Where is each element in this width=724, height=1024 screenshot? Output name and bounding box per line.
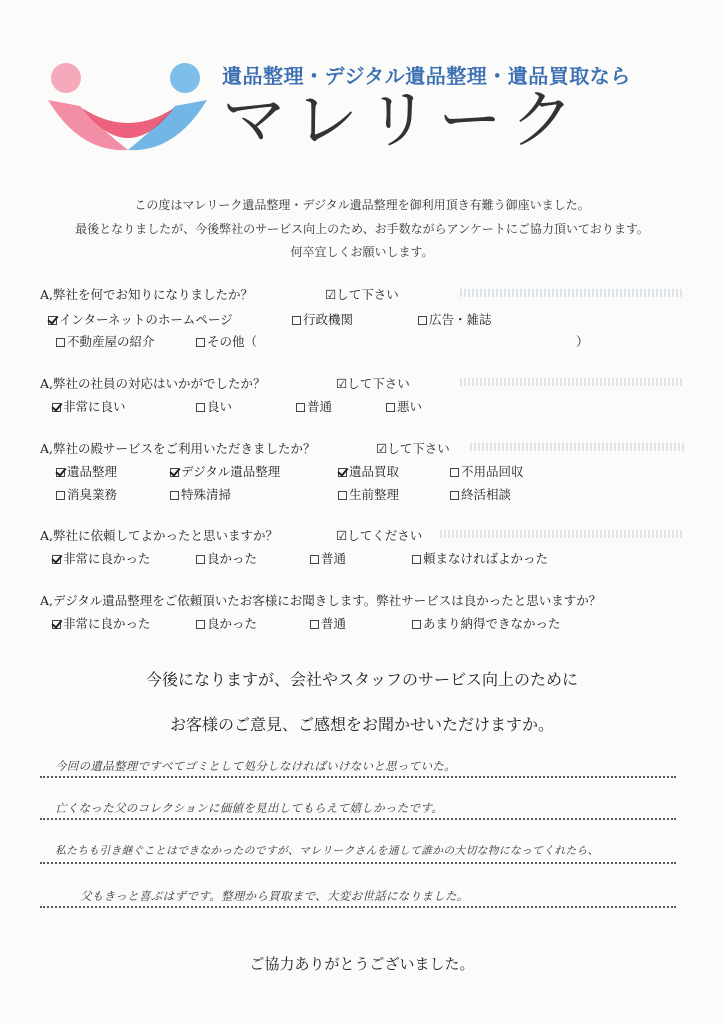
scan-artifact	[440, 530, 684, 538]
comment-dotted-line	[40, 776, 676, 778]
option-bad[interactable]: 悪い	[386, 397, 422, 415]
logo-mark	[40, 58, 215, 153]
intro-line-3: 何卒宜しくお願いします。	[290, 245, 434, 259]
checkbox-checked-icon[interactable]	[52, 555, 61, 564]
checkbox-icon[interactable]	[450, 468, 459, 477]
option-good[interactable]: 良かった	[196, 614, 257, 632]
option-not-satisfied[interactable]: あまり納得できなかった	[412, 614, 561, 632]
question-4	[40, 526, 423, 544]
checkbox-checked-icon[interactable]	[52, 403, 61, 412]
checkbox-icon[interactable]	[170, 491, 179, 500]
option-ihin-seiri[interactable]: 遺品整理	[56, 462, 117, 480]
option-regret[interactable]: 頼まなければよかった	[412, 549, 548, 567]
checkbox-checked-icon[interactable]	[48, 316, 57, 325]
checkbox-icon[interactable]	[56, 338, 65, 347]
option-very-good[interactable]: 非常に良かった	[52, 614, 151, 632]
option-ad[interactable]: 広告・雑誌	[418, 310, 492, 328]
option-realestate[interactable]: 不動産屋の紹介	[56, 332, 155, 350]
question-3	[40, 439, 450, 457]
option-seizen-seiri[interactable]: 生前整理	[338, 485, 399, 503]
option-government[interactable]: 行政機関	[292, 310, 353, 328]
checkbox-icon[interactable]	[412, 620, 421, 629]
question-instruction: ☑して下さい	[325, 287, 399, 302]
option-other-close: ）	[576, 334, 589, 349]
checkbox-icon[interactable]	[310, 620, 319, 629]
checkbox-icon[interactable]	[56, 491, 65, 500]
question-5	[40, 591, 601, 609]
comment-line-4: 父もきっと喜ぶはずです。整理から買取まで、大変お世話になりました。	[80, 889, 469, 903]
comment-line-2: 亡くなった父のコレクションに価値を見出してもらえて嬉しかったです。	[55, 801, 444, 815]
scan-artifact	[470, 443, 684, 451]
checkbox-icon[interactable]	[418, 316, 427, 325]
thanks-message: ご協力ありがとうございました。	[249, 955, 475, 973]
option-normal[interactable]: 普通	[310, 614, 346, 632]
intro-line-2: 最後となりましたが、今後弊社のサービス向上のため、お手数ながらアンケートにご協力頂いております。	[75, 222, 649, 236]
checkbox-checked-icon[interactable]	[52, 620, 61, 629]
option-special-cleaning[interactable]: 特殊清掃	[170, 485, 231, 503]
question-instruction: ☑して下さい	[376, 441, 450, 456]
intro-line-1: この度はマレリーク遺品整理・デジタル遺品整理を御利用頂き有難う御座いました。	[134, 198, 590, 212]
question-1	[40, 285, 399, 303]
brand-name: マレリーク	[222, 84, 582, 158]
tagline: 遺品整理・デジタル遺品整理・遺品買取なら	[222, 64, 631, 88]
option-good[interactable]: 良い	[196, 397, 232, 415]
scan-artifact	[460, 378, 684, 386]
option-deodorize[interactable]: 消臭業務	[56, 485, 117, 503]
question-text: A,デジタル遺品整理をご依頼頂いたお客様にお聞きします。弊社サービスは良かったと思いますか？	[40, 593, 602, 608]
checkbox-icon[interactable]	[196, 555, 205, 564]
option-other[interactable]: その他（	[196, 332, 257, 350]
option-very-good[interactable]: 非常に良い	[52, 397, 126, 415]
question-instruction: ☑してください	[336, 528, 423, 543]
question-text: A,弊社の殿サービスをご利用いただきましたか？	[40, 441, 316, 456]
comment-dotted-line	[40, 818, 676, 820]
option-very-good[interactable]: 非常に良かった	[52, 549, 151, 567]
option-good[interactable]: 良かった	[196, 549, 257, 567]
comment-line-1: 今回の遺品整理ですべてゴミとして処分しなければいけないと思っていた。	[55, 759, 456, 773]
option-fuyouhin[interactable]: 不用品回収	[450, 462, 524, 480]
comment-dotted-line	[40, 906, 676, 908]
closing-line-2: お客様のご意見、ご感想をお聞かせいただけますか。	[169, 715, 554, 734]
option-ihin-kaitori[interactable]: 遺品買取	[338, 462, 399, 480]
checkbox-checked-icon[interactable]	[56, 468, 65, 477]
checkbox-icon[interactable]	[296, 403, 305, 412]
question-text: A,弊社を何でお知りになりましたか？	[40, 287, 254, 302]
comment-line-3: 私たちも引き継ぐことはできなかったのですが、マレリークさんを通して誰かの大切な物になってくれたら、	[55, 844, 599, 857]
checkbox-icon[interactable]	[196, 338, 205, 347]
checkbox-icon[interactable]	[450, 491, 459, 500]
checkbox-icon[interactable]	[310, 555, 319, 564]
scan-artifact	[460, 289, 684, 297]
option-shukatsu[interactable]: 終活相談	[450, 485, 511, 503]
question-text: A,弊社に依頼してよかったと思いますか？	[40, 528, 279, 543]
question-text: A,弊社の社員の対応はいかがでしたか？	[40, 376, 266, 391]
checkbox-checked-icon[interactable]	[338, 468, 347, 477]
checkbox-icon[interactable]	[196, 620, 205, 629]
checkbox-icon[interactable]	[386, 403, 395, 412]
option-normal[interactable]: 普通	[310, 549, 346, 567]
comment-dotted-line	[40, 862, 676, 864]
closing-line-1: 今後になりますが、会社やスタッフのサービス向上のために	[145, 670, 578, 689]
checkbox-icon[interactable]	[292, 316, 301, 325]
question-2	[40, 374, 410, 392]
question-instruction: ☑して下さい	[336, 376, 410, 391]
option-internet[interactable]: インターネットのホームページ	[48, 310, 233, 328]
option-normal[interactable]: 普通	[296, 397, 332, 415]
checkbox-checked-icon[interactable]	[170, 468, 179, 477]
checkbox-icon[interactable]	[338, 491, 347, 500]
checkbox-icon[interactable]	[412, 555, 421, 564]
checkbox-icon[interactable]	[196, 403, 205, 412]
option-digital-ihin-seiri[interactable]: デジタル遺品整理	[170, 462, 280, 480]
